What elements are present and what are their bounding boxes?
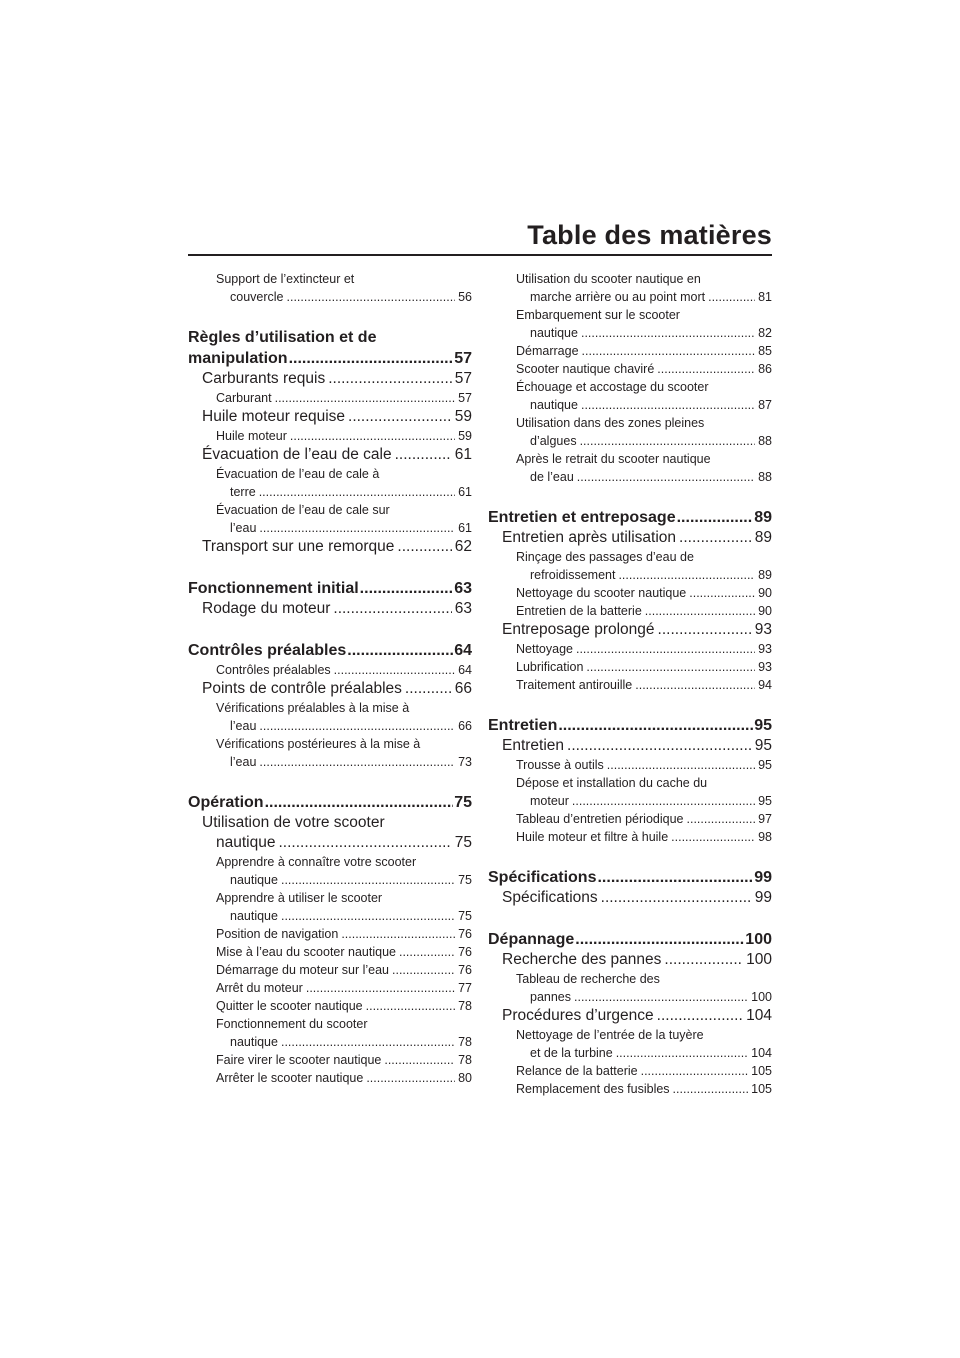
toc-dot-leader bbox=[616, 1044, 748, 1062]
toc-entry-level-3[interactable] bbox=[188, 465, 472, 501]
toc-entry-level-3[interactable] bbox=[188, 735, 472, 771]
toc-entry-level-3[interactable] bbox=[188, 853, 472, 889]
toc-entry-text: l’eau bbox=[230, 755, 257, 769]
toc-page-number: 76 bbox=[458, 963, 472, 977]
toc-entry-text: Lubrification bbox=[516, 660, 584, 674]
toc-entry-level-1[interactable] bbox=[488, 507, 772, 528]
toc-dot-leader bbox=[673, 1080, 749, 1098]
toc-entry-text: Carburant bbox=[216, 391, 272, 405]
toc-entry-text: nautique bbox=[530, 398, 578, 412]
toc-dot-leader bbox=[278, 833, 451, 853]
toc-dot-leader bbox=[580, 432, 756, 450]
toc-page-number: 95 bbox=[758, 758, 772, 772]
toc-dot-leader bbox=[577, 468, 755, 486]
toc-dot-leader bbox=[397, 537, 451, 557]
toc-entry-text: Dépannage bbox=[488, 931, 575, 948]
toc-page-number: 100 bbox=[745, 931, 772, 948]
toc-page-number: 61 bbox=[458, 521, 472, 535]
toc-entry-text: Arrêter le scooter nautique bbox=[216, 1071, 364, 1085]
toc-dot-leader bbox=[607, 756, 755, 774]
toc-page-number: 105 bbox=[751, 1082, 772, 1096]
toc-dot-leader bbox=[281, 907, 455, 925]
toc-entry-level-2[interactable] bbox=[488, 736, 772, 756]
toc-page-number: 88 bbox=[758, 470, 772, 484]
toc-dot-leader bbox=[558, 715, 753, 736]
toc-entry-text: Nettoyage du scooter nautique bbox=[516, 586, 687, 600]
toc-dot-leader bbox=[275, 389, 456, 407]
toc-entry-level-3[interactable] bbox=[488, 970, 772, 1006]
toc-dot-leader bbox=[360, 578, 454, 599]
toc-dot-leader bbox=[399, 943, 455, 961]
toc-page-number: 95 bbox=[754, 737, 772, 754]
toc-entry-level-3[interactable] bbox=[488, 414, 772, 450]
toc-entry-level-3[interactable] bbox=[188, 1051, 472, 1069]
toc-entry-level-1[interactable] bbox=[188, 792, 472, 813]
toc-dot-leader bbox=[671, 828, 755, 846]
toc-page-number: 104 bbox=[746, 1007, 772, 1024]
toc-entry-level-1[interactable] bbox=[188, 640, 472, 661]
toc-entry-text: Apprendre à connaître votre scooter bbox=[216, 855, 417, 869]
toc-dot-leader bbox=[395, 445, 452, 465]
toc-entry-level-3[interactable] bbox=[188, 997, 472, 1015]
toc-page-number: 61 bbox=[458, 485, 472, 499]
toc-entry-text: de l’eau bbox=[530, 470, 574, 484]
toc-entry-text: Apprendre à utiliser le scooter bbox=[216, 891, 383, 905]
toc-entry-text: l’eau bbox=[230, 719, 257, 733]
toc-entry-level-1[interactable] bbox=[488, 715, 772, 736]
toc-dot-leader bbox=[687, 810, 756, 828]
toc-entry-text: Opération bbox=[188, 794, 264, 811]
toc-dot-leader bbox=[658, 620, 752, 640]
toc-page-number: 81 bbox=[758, 290, 772, 304]
toc-dot-leader bbox=[259, 717, 455, 735]
toc-entry-text: Évacuation de l’eau de cale à bbox=[216, 467, 380, 481]
toc-page-number: 105 bbox=[751, 1064, 772, 1078]
toc-page-number: 98 bbox=[758, 830, 772, 844]
toc-entry-text: nautique bbox=[216, 834, 276, 851]
toc-page-number: 61 bbox=[454, 446, 472, 463]
toc-entry-level-3[interactable] bbox=[188, 889, 472, 925]
toc-page-number: 57 bbox=[458, 391, 472, 405]
toc-dot-leader bbox=[289, 348, 454, 369]
toc-page-number: 88 bbox=[758, 434, 772, 448]
toc-entry-level-3[interactable] bbox=[188, 661, 472, 679]
toc-dot-leader bbox=[586, 658, 755, 676]
toc-entry-level-2[interactable] bbox=[488, 950, 772, 970]
toc-entry-text: Vérifications préalables à la mise à bbox=[216, 701, 410, 715]
toc-dot-leader bbox=[306, 979, 455, 997]
toc-entry-level-3[interactable] bbox=[488, 450, 772, 486]
toc-entry-text: Huile moteur requise bbox=[202, 408, 346, 425]
toc-entry-text: moteur bbox=[530, 794, 569, 808]
toc-entry-level-3[interactable] bbox=[188, 1015, 472, 1051]
toc-entry-level-3[interactable] bbox=[488, 676, 772, 694]
toc-entry-level-3[interactable] bbox=[488, 360, 772, 378]
toc-entry-level-2[interactable] bbox=[488, 528, 772, 548]
toc-page-number: 99 bbox=[754, 889, 772, 906]
toc-entry-text: terre bbox=[230, 485, 256, 499]
toc-dot-leader bbox=[259, 483, 455, 501]
toc-page-number: 93 bbox=[758, 660, 772, 674]
toc-dot-leader bbox=[689, 584, 755, 602]
toc-entry-level-2[interactable] bbox=[188, 537, 472, 557]
toc-dot-leader bbox=[582, 342, 756, 360]
toc-page-number: 85 bbox=[758, 344, 772, 358]
toc-dot-leader bbox=[677, 507, 754, 528]
toc-page-number: 97 bbox=[758, 812, 772, 826]
toc-entry-level-3[interactable] bbox=[488, 270, 772, 306]
toc-entry-text: d’algues bbox=[530, 434, 577, 448]
toc-page-number: 93 bbox=[754, 621, 772, 638]
toc-dot-leader bbox=[333, 599, 451, 619]
toc-dot-leader bbox=[575, 929, 744, 950]
toc-entry-level-3[interactable] bbox=[188, 961, 472, 979]
toc-dot-leader bbox=[328, 369, 452, 389]
toc-dot-leader bbox=[366, 1069, 455, 1087]
toc-dot-leader bbox=[287, 288, 456, 306]
toc-entry-text: refroidissement bbox=[530, 568, 616, 582]
toc-entry-level-3[interactable] bbox=[488, 602, 772, 620]
toc-entry-text: Nettoyage de l’entrée de la tuyère bbox=[516, 1028, 704, 1042]
toc-entry-level-2[interactable] bbox=[488, 620, 772, 640]
toc-entry-text: Mise à l’eau du scooter nautique bbox=[216, 945, 396, 959]
toc-page-number: 89 bbox=[758, 568, 772, 582]
toc-entry-text: Utilisation du scooter nautique en bbox=[516, 272, 701, 286]
toc-dot-leader bbox=[405, 679, 452, 699]
toc-entry-text: Entretien bbox=[502, 737, 565, 754]
toc-page-number: 75 bbox=[458, 909, 472, 923]
toc-entry-text: Remplacement des fusibles bbox=[516, 1082, 670, 1096]
toc-page-number: 90 bbox=[758, 586, 772, 600]
toc-entry-text: nautique bbox=[230, 909, 278, 923]
toc-page-number: 64 bbox=[458, 663, 472, 677]
toc-entry-text: Rinçage des passages d’eau de bbox=[516, 550, 694, 564]
toc-entry-level-2[interactable] bbox=[188, 445, 472, 465]
toc-entry-level-3[interactable] bbox=[488, 1080, 772, 1098]
toc-entry-level-2[interactable] bbox=[188, 599, 472, 619]
toc-page-number: 86 bbox=[758, 362, 772, 376]
toc-dot-leader bbox=[635, 676, 755, 694]
toc-entry-text: Évacuation de l’eau de cale sur bbox=[216, 503, 390, 517]
toc-entry-text: nautique bbox=[230, 873, 278, 887]
toc-page-number: 94 bbox=[758, 678, 772, 692]
toc-entry-level-2[interactable] bbox=[188, 813, 472, 853]
toc-dot-leader bbox=[392, 961, 455, 979]
toc-entry-text: Entretien de la batterie bbox=[516, 604, 642, 618]
toc-entry-text: Position de navigation bbox=[216, 927, 339, 941]
toc-dot-leader bbox=[597, 867, 753, 888]
toc-entry-level-3[interactable] bbox=[488, 1062, 772, 1080]
toc-entry-text: couvercle bbox=[230, 290, 284, 304]
toc-page-number: 99 bbox=[754, 869, 772, 886]
toc-page-number: 82 bbox=[758, 326, 772, 340]
toc-entry-level-2[interactable] bbox=[188, 369, 472, 389]
toc-entry-level-3[interactable] bbox=[188, 501, 472, 537]
toc-entry-level-3[interactable] bbox=[188, 699, 472, 735]
toc-entry-level-3[interactable] bbox=[188, 925, 472, 943]
toc-page-number: 95 bbox=[758, 794, 772, 808]
toc-entry-text: pannes bbox=[530, 990, 572, 1004]
toc-entry-text: Spécifications bbox=[502, 889, 598, 906]
toc-dot-leader bbox=[679, 528, 752, 548]
toc-entry-text: Entreposage prolongé bbox=[502, 621, 655, 638]
toc-entry-text: Évacuation de l’eau de cale bbox=[202, 446, 392, 463]
toc-entry-text: Contrôles préalables bbox=[188, 642, 347, 659]
toc-entry-text: Contrôles préalables bbox=[216, 663, 331, 677]
toc-dot-leader bbox=[341, 925, 455, 943]
toc-entry-text: marche arrière ou au point mort bbox=[530, 290, 706, 304]
toc-entry-level-3[interactable] bbox=[488, 342, 772, 360]
toc-entry-text: Support de l’extincteur et bbox=[216, 272, 355, 286]
toc-page-number: 100 bbox=[751, 990, 772, 1004]
toc-page-number: 76 bbox=[458, 927, 472, 941]
toc-entry-text: Utilisation dans des zones pleines bbox=[516, 416, 705, 430]
toc-dot-leader bbox=[265, 792, 454, 813]
toc-page-number: 78 bbox=[458, 1035, 472, 1049]
toc-entry-text: Points de contrôle préalables bbox=[202, 680, 402, 697]
toc-dot-leader bbox=[657, 360, 755, 378]
toc-entry-text: Fonctionnement du scooter bbox=[216, 1017, 368, 1031]
toc-page-number: 59 bbox=[458, 429, 472, 443]
toc-right-column bbox=[488, 270, 772, 1098]
toc-page-number: 93 bbox=[758, 642, 772, 656]
toc-entry-text: Transport sur une remorque bbox=[202, 538, 395, 555]
toc-entry-level-3[interactable] bbox=[188, 1069, 472, 1087]
toc-entry-text: Scooter nautique chaviré bbox=[516, 362, 655, 376]
toc-dot-leader bbox=[259, 519, 455, 537]
toc-page-number: 59 bbox=[454, 408, 472, 425]
toc-dot-leader bbox=[708, 288, 755, 306]
toc-dot-leader bbox=[574, 988, 748, 1006]
toc-entry-level-3[interactable] bbox=[488, 810, 772, 828]
toc-entry-text: manipulation bbox=[188, 350, 288, 367]
toc-dot-leader bbox=[601, 888, 752, 908]
toc-page-number: 66 bbox=[454, 680, 472, 697]
toc-entry-level-2[interactable] bbox=[488, 1006, 772, 1026]
toc-page-number: 64 bbox=[454, 642, 472, 659]
toc-page-number: 100 bbox=[746, 951, 772, 968]
toc-page-number: 89 bbox=[754, 509, 772, 526]
toc-entry-level-3[interactable] bbox=[188, 270, 472, 306]
toc-entry-text: Huile moteur bbox=[216, 429, 287, 443]
toc-page-number: 66 bbox=[458, 719, 472, 733]
toc-entry-level-3[interactable] bbox=[188, 389, 472, 407]
toc-entry-level-3[interactable] bbox=[488, 548, 772, 584]
toc-left-column bbox=[188, 270, 472, 1087]
toc-page-number: 63 bbox=[454, 580, 472, 597]
toc-entry-text: Fonctionnement initial bbox=[188, 580, 359, 597]
toc-entry-text: nautique bbox=[230, 1035, 278, 1049]
toc-entry-level-2[interactable] bbox=[188, 407, 472, 427]
toc-entry-level-3[interactable] bbox=[188, 427, 472, 445]
toc-entry-text: l’eau bbox=[230, 521, 257, 535]
toc-page-number: 75 bbox=[458, 873, 472, 887]
toc-entry-level-3[interactable] bbox=[488, 756, 772, 774]
toc-dot-leader bbox=[641, 1062, 749, 1080]
toc-entry-text: Entretien et entreposage bbox=[488, 509, 676, 526]
toc-entry-text: Échouage et accostage du scooter bbox=[516, 380, 709, 394]
toc-entry-text: Tableau de recherche des bbox=[516, 972, 660, 986]
toc-entry-text: Trousse à outils bbox=[516, 758, 604, 772]
toc-entry-level-3[interactable] bbox=[488, 658, 772, 676]
toc-page-number: 90 bbox=[758, 604, 772, 618]
toc-page-number: 104 bbox=[751, 1046, 772, 1060]
toc-dot-leader bbox=[384, 1051, 455, 1069]
toc-entry-text: Arrêt du moteur bbox=[216, 981, 303, 995]
toc-entry-text: Après le retrait du scooter nautique bbox=[516, 452, 711, 466]
toc-dot-leader bbox=[581, 324, 755, 342]
toc-dot-leader bbox=[618, 566, 755, 584]
toc-entry-text: Nettoyage bbox=[516, 642, 573, 656]
toc-page-number: 63 bbox=[454, 600, 472, 617]
toc-dot-leader bbox=[664, 950, 743, 970]
toc-entry-text: Rodage du moteur bbox=[202, 600, 331, 617]
toc-page-number: 80 bbox=[458, 1071, 472, 1085]
toc-entry-text: Carburants requis bbox=[202, 370, 326, 387]
toc-dot-leader bbox=[576, 640, 755, 658]
toc-entry-text: Quitter le scooter nautique bbox=[216, 999, 363, 1013]
toc-entry-level-1[interactable] bbox=[188, 578, 472, 599]
toc-dot-leader bbox=[645, 602, 755, 620]
toc-entry-level-1[interactable] bbox=[188, 327, 472, 369]
toc-entry-text: et de la turbine bbox=[530, 1046, 613, 1060]
toc-page-number: 62 bbox=[454, 538, 472, 555]
toc-dot-leader bbox=[567, 736, 752, 756]
toc-entry-level-1[interactable] bbox=[488, 867, 772, 888]
toc-page-number: 73 bbox=[458, 755, 472, 769]
toc-page-number: 78 bbox=[458, 1053, 472, 1067]
toc-dot-leader bbox=[281, 1033, 455, 1051]
toc-dot-leader bbox=[347, 640, 453, 661]
toc-entry-text: Recherche des pannes bbox=[502, 951, 662, 968]
toc-entry-text: Faire virer le scooter nautique bbox=[216, 1053, 382, 1067]
toc-page-number: 78 bbox=[458, 999, 472, 1013]
toc-page-number: 87 bbox=[758, 398, 772, 412]
toc-dot-leader bbox=[657, 1006, 743, 1026]
title-rule bbox=[188, 254, 772, 256]
toc-dot-leader bbox=[281, 871, 455, 889]
toc-entry-level-3[interactable] bbox=[488, 378, 772, 414]
toc-entry-text: Huile moteur et filtre à huile bbox=[516, 830, 669, 844]
toc-dot-leader bbox=[334, 661, 455, 679]
toc-entry-level-3[interactable] bbox=[488, 584, 772, 602]
toc-entry-text: Entretien après utilisation bbox=[502, 529, 677, 546]
toc-entry-level-2[interactable] bbox=[188, 679, 472, 699]
toc-page-number: 75 bbox=[454, 794, 472, 811]
toc-entry-text: Entretien bbox=[488, 717, 558, 734]
toc-dot-leader bbox=[259, 753, 455, 771]
toc-entry-text: Relance de la batterie bbox=[516, 1064, 638, 1078]
toc-page-number: 95 bbox=[754, 717, 772, 734]
toc-entry-level-3[interactable] bbox=[488, 306, 772, 342]
toc-entry-text: nautique bbox=[530, 326, 578, 340]
toc-entry-level-3[interactable] bbox=[488, 774, 772, 810]
toc-entry-text: Spécifications bbox=[488, 869, 597, 886]
toc-entry-text: Démarrage du moteur sur l’eau bbox=[216, 963, 389, 977]
toc-dot-leader bbox=[348, 407, 452, 427]
toc-dot-leader bbox=[581, 396, 755, 414]
toc-entry-text: Traitement antirouille bbox=[516, 678, 633, 692]
toc-dot-leader bbox=[290, 427, 455, 445]
toc-dot-leader bbox=[366, 997, 455, 1015]
toc-entry-level-3[interactable] bbox=[188, 979, 472, 997]
toc-entry-text: Démarrage bbox=[516, 344, 579, 358]
toc-entry-text: Dépose et installation du cache du bbox=[516, 776, 708, 790]
toc-entry-level-3[interactable] bbox=[188, 943, 472, 961]
toc-entry-level-1[interactable] bbox=[488, 929, 772, 950]
toc-page-number: 76 bbox=[458, 945, 472, 959]
toc-page-number: 77 bbox=[458, 981, 472, 995]
toc-entry-text: Vérifications postérieures à la mise à bbox=[216, 737, 421, 751]
toc-entry-level-2[interactable] bbox=[488, 888, 772, 908]
page-title: Table des matières bbox=[527, 220, 772, 250]
toc-page-number: 89 bbox=[754, 529, 772, 546]
toc-dot-leader bbox=[572, 792, 755, 810]
toc-page-number: 56 bbox=[458, 290, 472, 304]
toc-page-number: 75 bbox=[454, 834, 472, 851]
toc-entry-text: Procédures d’urgence bbox=[502, 1007, 654, 1024]
toc-entry-level-3[interactable] bbox=[488, 640, 772, 658]
toc-entry-level-3[interactable] bbox=[488, 1026, 772, 1062]
toc-entry-text: Règles d’utilisation et de bbox=[188, 329, 377, 346]
toc-entry-text: Tableau d’entretien périodique bbox=[516, 812, 684, 826]
toc-entry-text: Embarquement sur le scooter bbox=[516, 308, 680, 322]
toc-page-number: 57 bbox=[454, 350, 472, 367]
toc-page-number: 57 bbox=[454, 370, 472, 387]
toc-entry-text: Utilisation de votre scooter bbox=[202, 814, 385, 831]
toc-entry-level-3[interactable] bbox=[488, 828, 772, 846]
